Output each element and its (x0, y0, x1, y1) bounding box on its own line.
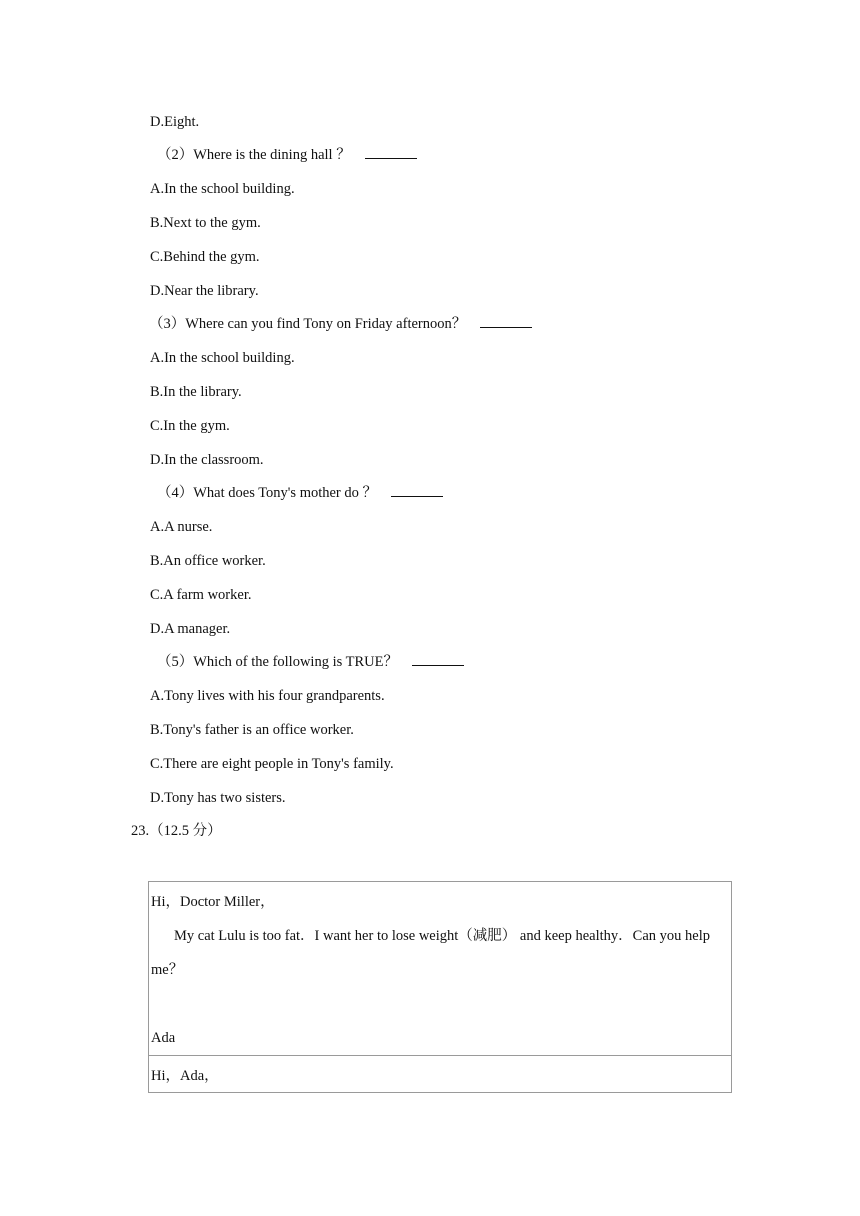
q2-option-b: B.Next to the gym. (150, 215, 261, 231)
q4-option-b: B.An office worker. (150, 553, 266, 569)
q4-option-a: A.A nurse. (150, 519, 213, 535)
letter-greeting: Hi，Doctor Miller， (151, 894, 275, 910)
question-5-stem: （5）Which of the following is TRUE？ (157, 654, 398, 670)
q2-option-d: D.Near the library. (150, 283, 259, 299)
q2-option-c: C.Behind the gym. (150, 249, 260, 265)
q3-option-a: A.In the school building. (150, 350, 295, 366)
question-4-stem: （4）What does Tony's mother do ？ (157, 485, 378, 501)
answer-blank (391, 484, 443, 497)
letter-table (148, 881, 732, 1093)
q3-option-d: D.In the classroom. (150, 452, 264, 468)
letter-signature: Ada (151, 1030, 176, 1046)
answer-blank (365, 146, 417, 159)
question-5 (157, 653, 464, 671)
question-3 (149, 315, 532, 333)
reply-greeting: Hi，Ada， (151, 1068, 219, 1084)
answer-blank (412, 653, 464, 666)
letter-body-line-1: My cat Lulu is too fat．I want her to lose weight（减肥） and keep healthy．Can you help (174, 928, 710, 944)
question-3-stem: （3）Where can you find Tony on Friday afternoon？ (149, 316, 467, 332)
section-23-header: 23.（12.5 分） (131, 823, 222, 839)
question-4 (157, 484, 443, 502)
q4-option-c: C.A farm worker. (150, 587, 252, 603)
answer-blank (480, 315, 532, 328)
table-divider (149, 1055, 731, 1056)
letter-body-line-2: me？ (151, 962, 184, 978)
q4-option-d: D.A manager. (150, 621, 231, 637)
q2-option-a: A.In the school building. (150, 181, 295, 197)
q5-option-a: A.Tony lives with his four grandparents. (150, 688, 385, 704)
q5-option-b: B.Tony's father is an office worker. (150, 722, 354, 738)
q5-option-c: C.There are eight people in Tony's family. (150, 756, 394, 772)
q3-option-b: B.In the library. (150, 384, 242, 400)
q1-option-d: D.Eight. (150, 114, 200, 130)
q3-option-c: C.In the gym. (150, 418, 230, 434)
question-2 (157, 146, 417, 164)
q5-option-d: D.Tony has two sisters. (150, 790, 286, 806)
question-2-stem: （2）Where is the dining hall ？ (157, 147, 351, 163)
